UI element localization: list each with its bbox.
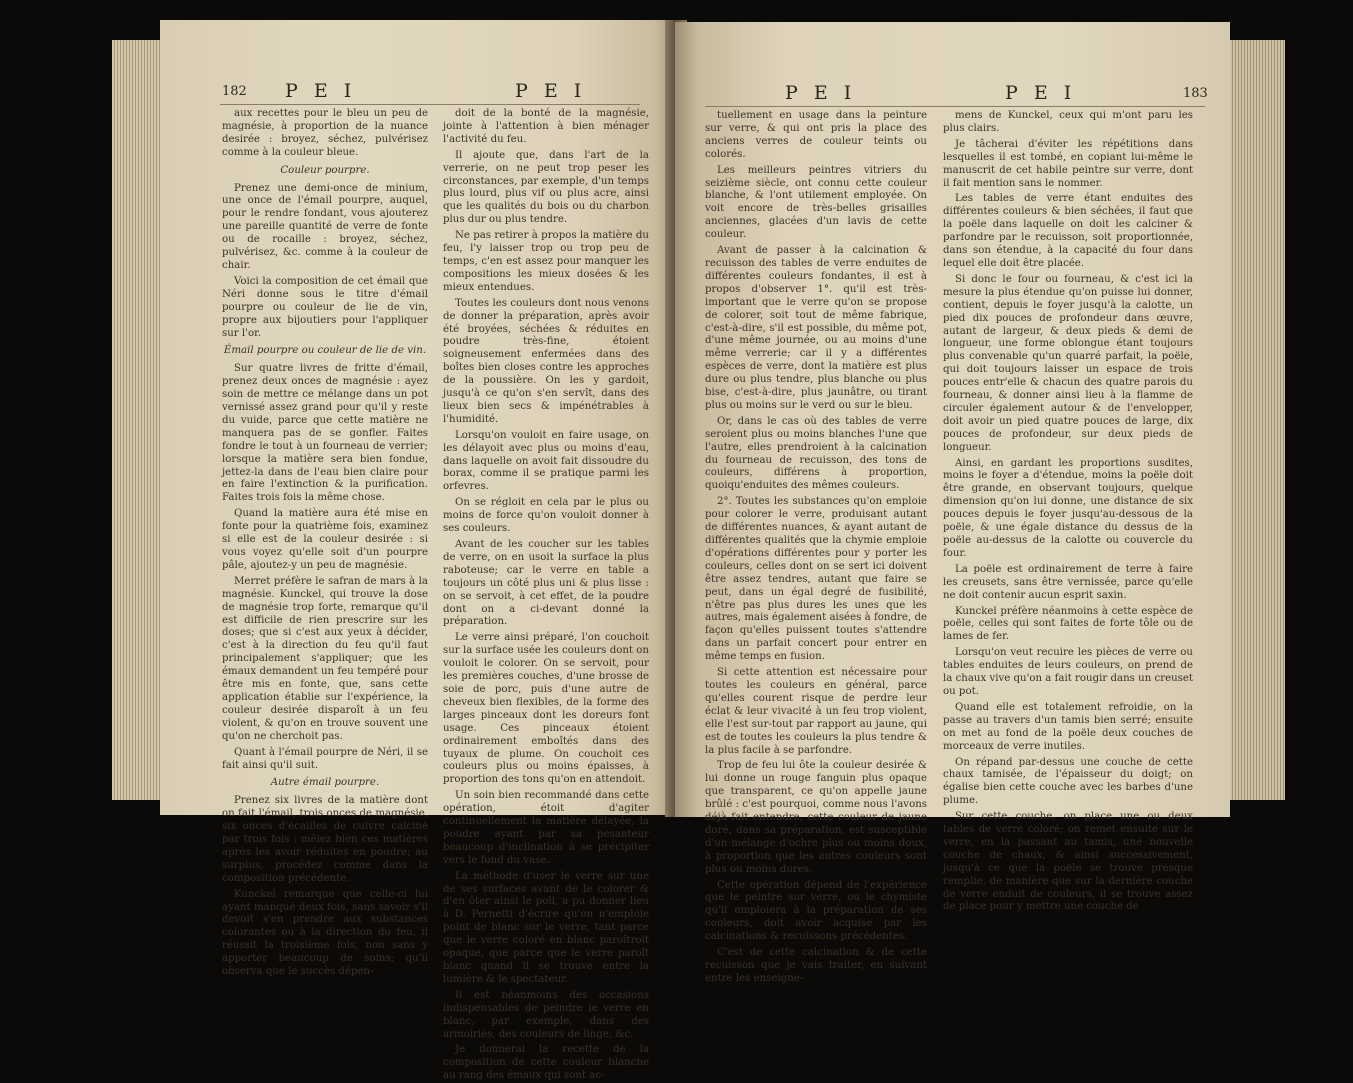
paragraph: Toutes les couleurs dont nous venons de donner la préparation, après avoir été broyées, séchées & réduites en poudre très-fine, étoient soigneusement enfermées dans des boîtes bien closes contre les approches de la poussière. On les y gardoit, jusqu'à ce qu'on s'en servît, dans des lieux bien secs & impénétrables à l'humidité.: [443, 297, 649, 425]
paragraph: tuellement en usage dans la peinture sur verre, & qui ont pris la place des anciens verres de couleur teints ou colorés.: [705, 110, 927, 160]
right-column-2: [943, 110, 1194, 913]
left-column-2: [443, 108, 649, 1082]
right-column-1: [705, 110, 927, 984]
paragraph: Il ajoute que, dans l'art de la verrerie, on ne peut trop peser les circonstances, par exemple, d'un temps plus lourd, plus vif ou plus acre, ainsi que les qualités du bois ou du charbon plus dur ou plus tendre.: [443, 149, 649, 226]
paragraph: Or, dans le cas où des tables de verre seroient plus ou moins blanches l'une que l'autre, elles prendroient à la calcination du fourneau de recuisson, des tons de couleurs, différens à proportion, quoiqu'enduites des mêmes couleurs.: [705, 415, 927, 492]
paragraph: doit de la bonté de la magnésie, jointe à l'attention à bien ménager l'activité du feu.: [443, 108, 649, 145]
left-page-number: 182: [222, 84, 247, 99]
paragraph: C'est de cette calcination & de cette recuisson que je vais traiter, en suivant entre les enseigne-: [705, 947, 927, 984]
paragraph: Un soin bien recommandé dans cette opération, étoit d'agiter continuellement la matière délayée, la poudre ayant par sa pesanteur beaucoup d'inclination à se précipiter vers le fond du vase.: [443, 790, 649, 866]
paragraph: Trop de feu lui ôte la couleur desirée & lui donne un rouge fanguin plus opaque que transparent, ce qu'on appelle jaune brûlé : c'est pourquoi, comme nous l'avons déjà fait entendre, cette couleur de jaune doré, dans sa préparation, est susceptible d'un mélange d'ochre plus ou moins doux, à proportion que les autres couleurs sont plus ou moins dures.: [705, 760, 927, 875]
section-heading: Émail pourpre ou couleur de lie de vin.: [223, 345, 427, 357]
paragraph: Lorsqu'on veut recuire les pièces de verre ou tables enduites de leurs couleurs, on prend de la chaux vive qu'on a fait rougir dans un creuset ou pot.: [943, 647, 1194, 697]
right-page: [675, 22, 1230, 984]
paragraph: 2°. Toutes les substances qu'on emploie pour colorer le verre, produisant autant de différentes nuances, & ayant autant de différentes qualités que la chymie emploie d'opérations différentes pour y porter les couleurs, celles dont on se sert ici doivent être assez tendres, autant que faire se peut, dans un égal degré de fusibilité, n'être pas plus dures les unes que les autres, mais également aisées à fondre, de façon qu'elles puissent toutes s'attendre dans un parfait concert pour entrer en même temps en fusion.: [705, 496, 927, 663]
section-heading: Autre émail pourpre.: [270, 777, 380, 789]
paragraph: Lorsqu'on vouloit en faire usage, on les délayoit avec plus ou moins d'eau, dans laquelle on avoit fait dissoudre du borax, comme il se pratique parmi les orfevres.: [443, 429, 649, 493]
paragraph: Je tâcherai d'éviter les répétitions dans lesquelles il est tombé, en copiant lui-même le manuscrit de cet habile peintre sur verre, dont il fait mention sans le nommer.: [943, 138, 1193, 189]
paragraph: aux recettes pour le bleu un peu de magnésie, à proportion de la nuance desirée : broyez, séchez, pulvérisez comme à la couleur bleue.: [222, 108, 428, 158]
paragraph: Avant de les coucher sur les tables de verre, on en usoit la surface la plus raboteuse; car le verre en table a toujours un côté plus uni & plus lisse : on se servoit, à cet effet, de la poudre dont on a ci-devant donné la préparation.: [443, 539, 649, 628]
paragraph: Kunckel préfère néanmoins à cette espèce de poële, celles qui sont faites de forte tôle ou de lames de fer.: [943, 605, 1193, 643]
paragraph: On se régloit en cela par le plus ou moins de force qu'on vouloit donner à ses couleurs.: [443, 497, 649, 535]
paragraph: Si cette attention est nécessaire pour toutes les couleurs en général, parce qu'elles courent risque de perdre leur éclat & leur vivacité à un feu trop violent, elle l'est sur-tout par rapport au jaune, qui est de toutes les couleurs la plus tendre & la plus facile à se parfondre.: [705, 667, 927, 756]
paragraph: Prenez six livres de la matière dont on fait l'émail, trois onces de magnésie, six onces d'écailles de cuivre calciné par trois fois : mêlez bien ces matières après les avoir réduites en poudre; au surplus, procédez comme dans la composition précédente.: [222, 795, 428, 884]
paragraph: Quant à l'émail pourpre de Néri, il se fait ainsi qu'il suit.: [222, 746, 428, 771]
paragraph: Si donc le four ou fourneau, & c'est ici la mesure la plus étendue qu'on puisse lui donner, contient, depuis le foyer jusqu'à la calotte, un pied dix pouces de profondeur dans œuvre, autant de largeur, & deux pieds & demi de longueur, une forme oblongue étant toujours plus convenable qu'un quarré parfait, la poële, qui doit toujours laisser un espace de trois pouces entr'elle & chacun des quatre parois du fourneau, & donner ainsi lieu à la flamme de circuler également autour & de l'envelopper, doit avoir un pied quatre pouces de large, dix pouces de profondeur, sur deux pieds de longueur.: [943, 273, 1193, 453]
left-running-head-1: P E I: [285, 80, 357, 102]
paragraph: Avant de passer à la calcination & recuisson des tables de verre enduites de différentes couleurs fondantes, il est à propos d'observer 1°. qu'il est très-important que le verre qu'on se propose de colorer, soit tout de même fabrique, c'est-à-dire, s'il est possible, du même pot, d'une même journée, ou au moins d'une même verrerie; car il y a différentes espèces de verre, dont la matière est plus dure ou plus tendre, plus blanche ou plus bise, c'est-à-dire, plus jaunâtre, ou tirant plus ou moins sur le verd ou sur le bleu.: [705, 245, 927, 411]
left-page: [160, 20, 675, 1082]
paragraph: On répand par-dessus une couche de cette chaux tamisée, de l'épaisseur du doigt; on égalise bien cette couche avec les barbes d'une plume.: [943, 756, 1193, 807]
left-head-rule: [220, 104, 640, 105]
paragraph: Quand la matière aura été mise en fonte pour la quatrième fois, examinez si elle est de la couleur desirée : si vous voyez qu'elle soit d'un pourpre pâle, ajoutez-y un peu de magnésie.: [222, 508, 428, 571]
right-page-number: 183: [1183, 86, 1208, 101]
paragraph: Les meilleurs peintres vitriers du seizième siècle, ont connu cette couleur blanche, & l'ont utilement employée. On voit encore de très-belles grisailles anciennes, glacées d'un lavis de cette couleur.: [705, 164, 927, 241]
paragraph: Quand elle est totalement refroidie, on la passe au travers d'un tamis bien serré; ensuite on met au fond de la poële deux couches de morceaux de verre inutiles.: [943, 701, 1193, 752]
left-page-edges: [112, 40, 160, 800]
paragraph: La méthode d'user le verre sur une de ses surfaces avant de le colorer & d'en ôter ainsi le poli, a pu donner lieu à D. Pernetti d'écrire qu'on n'emploie point de blanc sur le verre, tant parce que le verre coloré en blanc paroîtroit opaque, que parce que le verre paroît blanc quand il se trouve entre la lumière & le spectateur.: [443, 870, 649, 985]
paragraph: Voici la composition de cet émail que Néri donne sous le titre d'émail pourpre ou couleur de lie de vin, propre aux bijoutiers pour l'appliquer sur l'or.: [222, 275, 428, 339]
paragraph: Kunckel remarque que celle-ci lui ayant manqué deux fois, sans savoir s'il devoit s'en prendre aux substances colorantes ou à la direction du feu, il réussit la troisième fois, non sans y apporter beaucoup de soins; qu'il observa que le succès dépen-: [222, 888, 428, 978]
paragraph: Je donnerai la recette de la composition de cette couleur blanche au rang des émaux qui sont ac-: [443, 1044, 649, 1082]
paragraph: Le verre ainsi préparé, l'on couchoit sur la surface usée les couleurs dont on vouloit le colorer. On se servoit, pour les premières couches, d'une brosse de soie de porc, puis d'une autre de cheveux bien flexibles, de la forme des larges pinceaux dont les doreurs font usage. Ces pinceaux étoient ordinairement emboîtés dans des tuyaux de plume. On couchoit ces couleurs plus ou moins épaisses, à proportion des tons qu'on en attendoit.: [443, 632, 649, 786]
right-running-head-2: P E I: [1005, 82, 1077, 104]
paragraph: Il est néanmoins des occasions indispensables de peindre le verre en blanc, par exemple, dans des armoiries, des couleurs de linge, &c.: [443, 989, 649, 1040]
paragraph: Merret préfère le safran de mars à la magnésie. Kunckel, qui trouve la dose de magnésie trop forte, remarque qu'il est difficile de rien prescrire sur les doses; que si c'est aux yeux à décider, c'est à la direction du feu qu'il faut principalement s'appliquer; que les émaux demandent un feu tempéré pour être mis en fonte, que, sans cette application établie sur l'expérience, la couleur desirée disparoît à un feu violent, & qu'on en trouve souvent une qu'on ne cherchoit pas.: [222, 575, 428, 742]
paragraph: Sur cette couche, on place une ou deux tables de verre coloré; on remet ensuite sur le verre, en la passant au tamis, une nouvelle couche de chaux, & ainsi successivement, jusqu'à ce que la poële se trouve presque remplie, de manière que sur la dernière couche de verre enduit de couleurs, il se trouve assez de place pour y mettre une couche de: [943, 811, 1193, 913]
right-head-rule: [705, 106, 1205, 107]
paragraph: Sur quatre livres de fritte d'émail, prenez deux onces de magnésie : ayez soin de mettre ce mélange dans un pot vernissé assez grand pour qu'il y reste du vuide, parce que cette matière ne manquera pas de se gonfler. Faites fondre le tout à un fourneau de verrier; lorsque la matière sera bien fondue, jettez-la dans de l'eau bien claire pour en faire l'extinction & la purification. Faites trois fois la même chose.: [222, 363, 428, 504]
paragraph: mens de Kunckel, ceux qui m'ont paru les plus clairs.: [943, 110, 1193, 134]
paragraph: Ainsi, en gardant les proportions susdites, moins le foyer a d'étendue, moins la poële doit être grande, en observant toujours, quelque dimension qu'on lui donne, une distance de six pouces depuis le foyer jusqu'au-dessous de la poële, & une égale distance du dessus de la poële au-dessus de la calotte ou couvercle du four.: [943, 457, 1193, 559]
right-running-head-1: P E I: [785, 82, 857, 104]
paragraph: Cette opération dépend de l'expérience que le peintre sur verre, ou le chymiste qu'il emploiera à la préparation de ses couleurs, doit avoir acquise par les calcinations & recuissons précédentes.: [705, 879, 927, 943]
left-running-head-2: P E I: [515, 80, 587, 102]
section-heading: Couleur pourpre.: [280, 164, 370, 176]
left-column-1: [222, 108, 428, 978]
paragraph: Les tables de verre étant enduites des différentes couleurs & bien séchées, il faut que la poële dans laquelle on doit les calciner & parfondre par le recuisson, soit proportionnée, dans son étendue, à la capacité du four dans lequel elle doit être placée.: [943, 193, 1193, 269]
right-page-edges: [1230, 40, 1285, 800]
paragraph: Ne pas retirer à propos la matière du feu, l'y laisser trop ou trop peu de temps, c'en est assez pour manquer les compositions les mieux dosées & les mieux entendues.: [443, 230, 649, 293]
paragraph: La poële est ordinairement de terre à faire les creusets, sans être vernissée, parce qu'elle ne doit contenir aucun esprit saxin.: [943, 563, 1193, 601]
paragraph: Prenez une demi-once de minium, une once de l'émail pourpre, auquel, pour le rendre fondant, vous ajouterez une pareille quantité de verre de fonte ou de rocaille : broyez, séchez, pulvérisez, &c. comme à la couleur de chair.: [222, 182, 428, 271]
